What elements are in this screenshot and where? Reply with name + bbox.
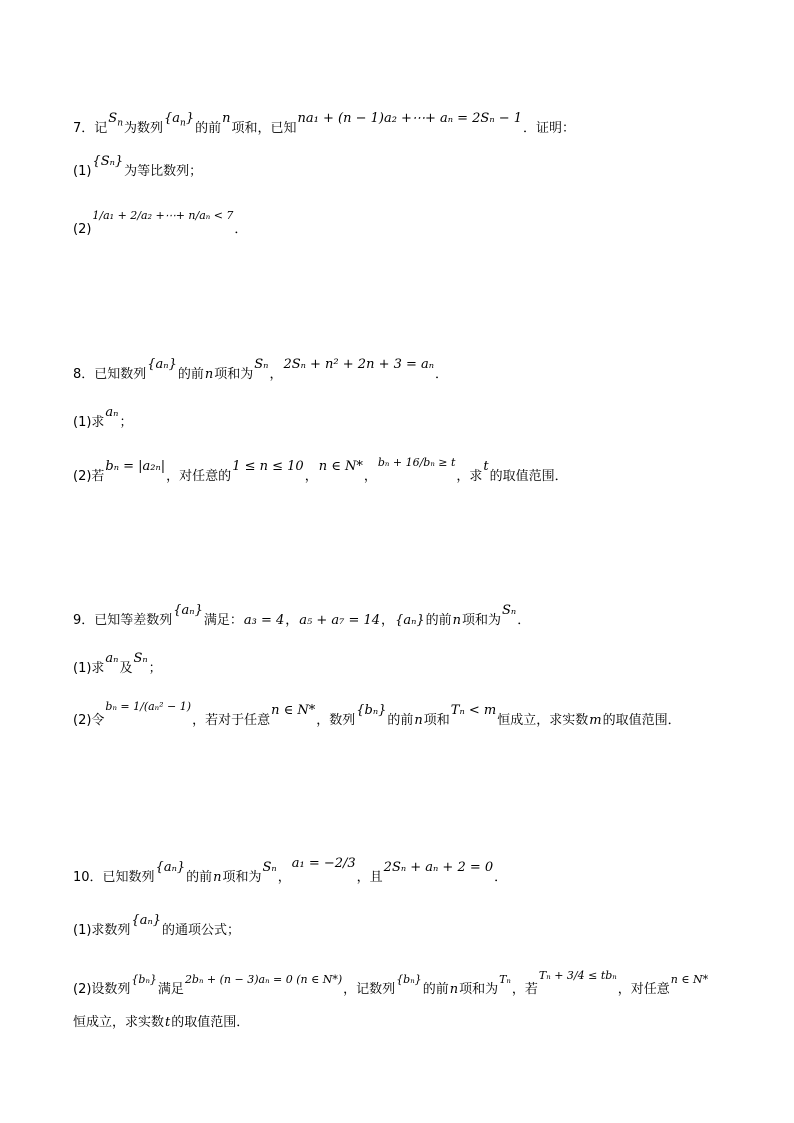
part-label: (2)令 xyxy=(73,713,105,728)
q9-line3 xyxy=(73,700,681,728)
text: 项和 xyxy=(423,713,450,728)
math-an-set: $\{a_n\}$ xyxy=(164,111,195,129)
text: ，对任意 xyxy=(617,982,670,997)
q8-line2 xyxy=(73,405,133,430)
text: ， xyxy=(277,870,291,885)
math-inequality: Tₙ + 3/4 ≤ tbₙ xyxy=(538,969,617,982)
q8-line1 xyxy=(73,357,449,382)
part-label: (1)求数列 xyxy=(73,923,131,938)
q7-number: 7．记 xyxy=(73,121,108,136)
part-label: (1)求 xyxy=(73,415,105,430)
part-label: (1)求 xyxy=(73,661,105,676)
text: ，对任意的 xyxy=(166,469,232,484)
text: ，求 xyxy=(456,469,483,484)
math-a5-a7: a₅ + a₇ = 14 xyxy=(299,613,381,628)
text: ． xyxy=(494,870,508,885)
part-label: (1) xyxy=(73,164,92,179)
q9-line2 xyxy=(73,651,162,676)
text: ， xyxy=(269,367,283,382)
text: ． xyxy=(435,367,449,382)
math-Tn: Tₙ xyxy=(499,973,511,986)
q7-line3 xyxy=(73,209,248,237)
part-label: (2)若 xyxy=(73,469,105,484)
q10-line2 xyxy=(73,913,240,938)
text: 的前 xyxy=(195,121,222,136)
math-n: n xyxy=(204,367,214,382)
text: 恒成立，求实数 xyxy=(497,713,589,728)
text: 项和为 xyxy=(214,367,254,382)
math-Sn: $S_n$ xyxy=(108,111,123,129)
math-n: n xyxy=(449,982,459,997)
math-range: 1 ≤ n ≤ 10 xyxy=(232,459,304,474)
math-t: t xyxy=(483,459,489,474)
math-n: n xyxy=(222,111,231,126)
text: ，若对于任意 xyxy=(192,713,271,728)
math-equation: 2Sₙ + aₙ + 2 = 0 xyxy=(383,860,494,875)
math-bn: bₙ = 1/(aₙ² − 1) xyxy=(105,700,192,713)
math-Sn: Sₙ xyxy=(262,860,277,875)
math-Sn: Sₙ xyxy=(502,603,517,618)
text: ，记数列 xyxy=(343,982,396,997)
text: ，若 xyxy=(511,982,538,997)
text: 的取值范围． xyxy=(489,469,568,484)
text: 的前 xyxy=(177,367,204,382)
math-Sn: Sₙ xyxy=(254,357,269,372)
math-an-set: {aₙ} xyxy=(395,613,425,628)
q8-number: 8．已知数列 xyxy=(73,367,147,382)
part-label: (2) xyxy=(73,222,92,237)
math-an-set: {aₙ} xyxy=(147,357,177,372)
math-Sn: Sₙ xyxy=(133,651,148,666)
q10-line1 xyxy=(73,856,508,885)
text: 的取值范围． xyxy=(171,1015,250,1030)
q9-line1 xyxy=(73,603,531,628)
text: ． xyxy=(517,613,531,628)
text: 的前 xyxy=(387,713,414,728)
math-bn-set: {bₙ} xyxy=(396,973,422,986)
math-n: n xyxy=(213,870,222,885)
text: 项和为 xyxy=(222,870,262,885)
text: ， xyxy=(363,469,377,484)
math-inequality: 1/a₁ + 2/a₂ +⋯+ n/aₙ < 7 xyxy=(92,209,234,222)
q10-line4 xyxy=(73,1011,249,1030)
text: 的前 xyxy=(425,613,452,628)
text: 的前 xyxy=(422,982,449,997)
math-equation: na₁ + (n − 1)a₂ +⋯+ aₙ = 2Sₙ − 1 xyxy=(297,111,523,126)
math-an-set: {aₙ} xyxy=(131,913,161,928)
text: 满足： xyxy=(203,613,243,628)
text: 的通项公式； xyxy=(161,923,240,938)
q7-line1 xyxy=(73,111,576,139)
q10-number: 10．已知数列 xyxy=(73,870,155,885)
text: ． xyxy=(234,222,248,237)
math-a3: a₃ = 4 xyxy=(243,613,285,628)
text: ，数列 xyxy=(316,713,356,728)
text: 为等比数列； xyxy=(124,164,203,179)
math-an: aₙ xyxy=(105,651,119,666)
text: ； xyxy=(119,415,133,430)
math-bn-set: {bₙ} xyxy=(356,703,387,718)
text: 的前 xyxy=(186,870,213,885)
text: 项和为 xyxy=(459,982,499,997)
math-equation: 2Sₙ + n² + 2n + 3 = aₙ xyxy=(283,357,435,372)
text: ．证明： xyxy=(523,121,576,136)
q8-line3 xyxy=(73,456,568,484)
math-inequality: bₙ + 16/bₙ ≥ t xyxy=(377,456,456,469)
q9-number: 9．已知等差数列 xyxy=(73,613,173,628)
math-bn-set: {bₙ} xyxy=(131,973,157,986)
text: ，且 xyxy=(356,870,383,885)
text: ， xyxy=(381,613,395,628)
math-an-set: {aₙ} xyxy=(155,860,186,875)
math-n: n xyxy=(452,613,462,628)
math-an: aₙ xyxy=(105,405,119,420)
math-equation: 2bₙ + (n − 3)aₙ = 0 (n ∈ N*) xyxy=(184,973,343,986)
math-Sn-set: {Sₙ} xyxy=(92,154,124,169)
text: ， xyxy=(304,469,318,484)
text: ； xyxy=(148,661,162,676)
text: 项和为 xyxy=(462,613,502,628)
math-n-in-N: n ∈ N* xyxy=(318,459,363,474)
text: 恒成立，求实数 xyxy=(73,1015,165,1030)
math-an-set: {aₙ} xyxy=(173,603,203,618)
text: 及 xyxy=(119,661,133,676)
math-a1: a₁ = −2/3 xyxy=(291,856,356,871)
math-Tn-m: Tₙ < m xyxy=(450,703,497,718)
text: 满足 xyxy=(157,982,184,997)
text: 项和，已知 xyxy=(231,121,297,136)
q7-line2 xyxy=(73,154,203,179)
math-bn: bₙ = |a₂ₙ| xyxy=(105,459,166,474)
math-m: m xyxy=(589,713,602,728)
math-n-in-N: n ∈ N* xyxy=(670,973,709,986)
math-n-in-N: n ∈ N* xyxy=(271,703,316,718)
text: ， xyxy=(285,613,299,628)
math-n: n xyxy=(414,713,423,728)
text: 为数列 xyxy=(123,121,163,136)
math-t: t xyxy=(165,1015,171,1030)
text: 的取值范围． xyxy=(602,713,681,728)
q10-line3 xyxy=(73,969,709,997)
part-label: (2)设数列 xyxy=(73,982,131,997)
